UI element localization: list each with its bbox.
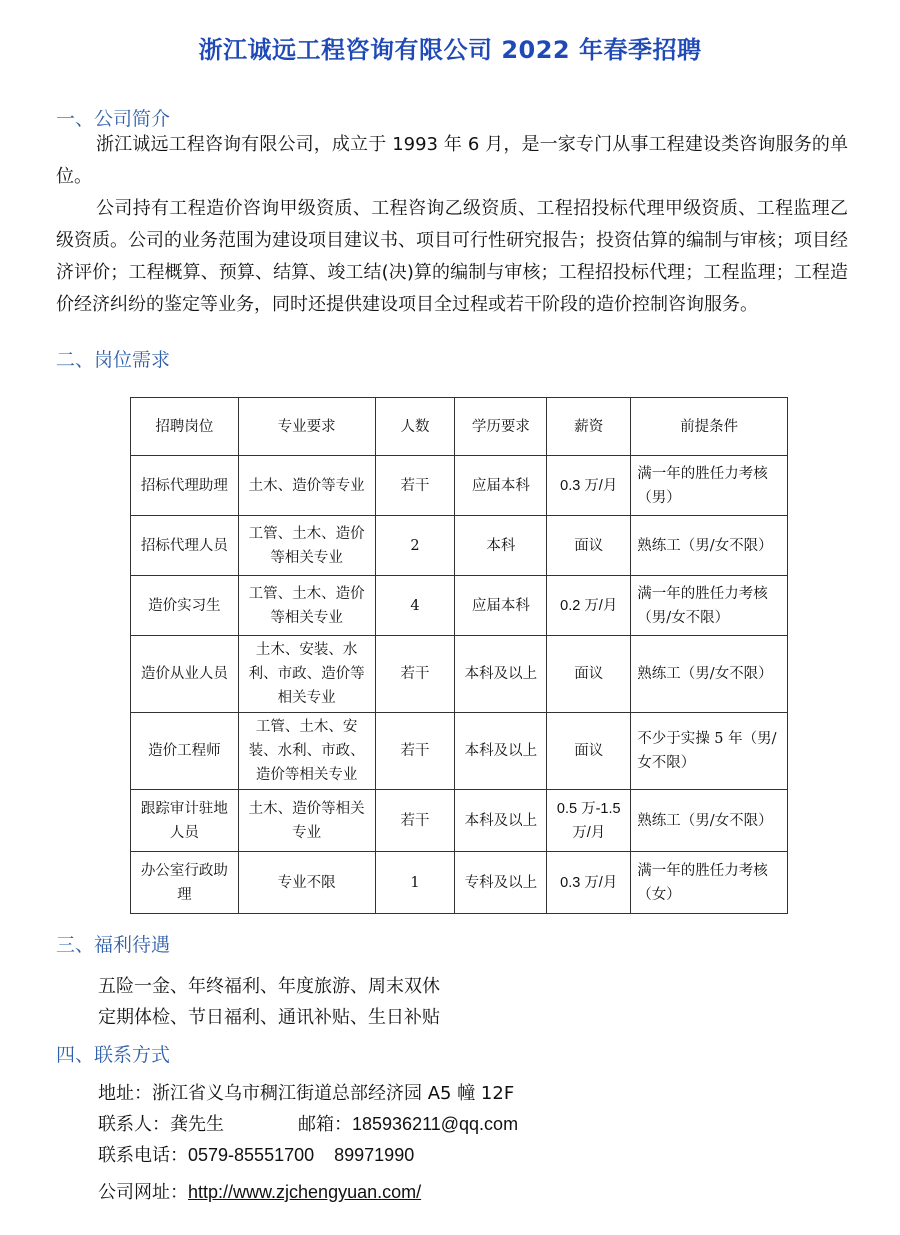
section-heading-benefits: 三、福利待遇 [56,934,171,956]
table-cell: 0.3 万/月 [547,456,631,516]
table-cell: 满一年的胜任力考核（女） [631,852,788,914]
table-cell: 工管、土木、安装、水利、市政、造价等相关专业 [238,713,375,790]
table-cell: 0.5 万-1.5 万/月 [547,790,631,852]
table-cell: 本科及以上 [455,790,547,852]
email-value: 185936211@qq.com [352,1114,519,1134]
table-cell: 造价工程师 [131,713,239,790]
table-cell: 造价实习生 [131,576,239,636]
benefits-line-2: 定期体检、节日福利、通讯补贴、生日补贴 [98,1007,440,1028]
table-cell: 土木、安装、水利、市政、造价等相关专业 [238,636,375,713]
contact-line [98,1110,518,1136]
email-label: 邮箱： [298,1114,352,1135]
table-row [131,456,788,516]
address-value: 浙江省义乌市稠江街道总部经济园 A5 幢 12F [152,1083,515,1104]
table-cell: 熟练工（男/女不限） [631,636,788,713]
table-cell: 满一年的胜任力考核（男） [631,456,788,516]
intro-paragraph-2: 公司持有工程造价咨询甲级资质、工程咨询乙级资质、工程招投标代理甲级资质、工程监理乙级资质。公司的业务范围为建设项目建议书、项目可行性研究报告；投资估算的编制与审核；项目经济评价；工程概算、预算、结算、竣工结(决)算的编制与审核；工程招投标代理；工程监理；工程造价经济纠纷的鉴定等业务，同时还提供建设项目全过程或若干阶段的造价控制咨询服务。 [56,198,848,315]
table-cell: 1 [375,852,455,914]
table-cell: 土木、造价等相关专业 [238,790,375,852]
table-row [131,852,788,914]
section-heading-contact: 四、联系方式 [56,1044,171,1066]
table-cell: 不少于实操 5 年（男/女不限） [631,713,788,790]
table-cell: 0.3 万/月 [547,852,631,914]
table-cell: 4 [375,576,455,636]
section-heading-positions: 二、岗位需求 [56,349,171,371]
table-row [131,713,788,790]
table-cell: 招标代理助理 [131,456,239,516]
table-cell: 招标代理人员 [131,516,239,576]
table-cell: 本科及以上 [455,713,547,790]
intro-paragraph-1: 浙江诚远工程咨询有限公司，成立于 1993 年 6 月，是一家专门从事工程建设类咨询服务的单位。 [56,134,848,187]
table-row [131,576,788,636]
table-cell: 专科及以上 [455,852,547,914]
table-cell: 专业不限 [238,852,375,914]
website-line [98,1178,421,1204]
table-header-cell: 人数 [375,398,455,456]
contact-person-value: 龚先生 [170,1114,224,1135]
table-cell: 面议 [547,516,631,576]
table-cell: 办公室行政助理 [131,852,239,914]
table-cell: 2 [375,516,455,576]
table-cell: 应届本科 [455,456,547,516]
table-row [131,790,788,852]
table-header-cell: 学历要求 [455,398,547,456]
table-cell: 本科及以上 [455,636,547,713]
address-line [98,1079,514,1105]
website-link[interactable]: http://www.zjchengyuan.com/ [188,1182,422,1202]
phone-line [98,1141,414,1167]
table-cell: 面议 [547,713,631,790]
table-cell: 若干 [375,713,455,790]
table-header-cell: 前提条件 [631,398,788,456]
benefits-line-1: 五险一金、年终福利、年度旅游、周末双休 [98,976,440,997]
positions-table [130,397,788,914]
table-cell: 0.2 万/月 [547,576,631,636]
table-cell: 工管、土木、造价等相关专业 [238,516,375,576]
table-cell: 若干 [375,790,455,852]
page-title: 浙江诚远工程咨询有限公司 2022 年春季招聘 [198,36,702,64]
table-cell: 本科 [455,516,547,576]
table-cell: 造价从业人员 [131,636,239,713]
table-cell: 应届本科 [455,576,547,636]
table-cell: 土木、造价等专业 [238,456,375,516]
contact-person-label: 联系人： [98,1114,170,1135]
table-row [131,516,788,576]
phone-label: 联系电话： [98,1145,188,1166]
table-cell: 若干 [375,636,455,713]
section-heading-company-intro: 一、公司简介 [56,108,171,130]
table-cell: 若干 [375,456,455,516]
table-cell: 熟练工（男/女不限） [631,790,788,852]
phone-value: 0579-85551700 89971990 [188,1145,415,1165]
address-label: 地址： [98,1083,152,1104]
table-cell: 工管、土木、造价等相关专业 [238,576,375,636]
table-cell: 熟练工（男/女不限） [631,516,788,576]
table-row [131,636,788,713]
table-header-cell: 招聘岗位 [131,398,239,456]
table-header-row [131,398,788,456]
table-header-cell: 薪资 [547,398,631,456]
table-cell: 面议 [547,636,631,713]
table-cell: 跟踪审计驻地人员 [131,790,239,852]
table-header-cell: 专业要求 [238,398,375,456]
website-label: 公司网址： [98,1182,188,1203]
table-cell: 满一年的胜任力考核（男/女不限） [631,576,788,636]
